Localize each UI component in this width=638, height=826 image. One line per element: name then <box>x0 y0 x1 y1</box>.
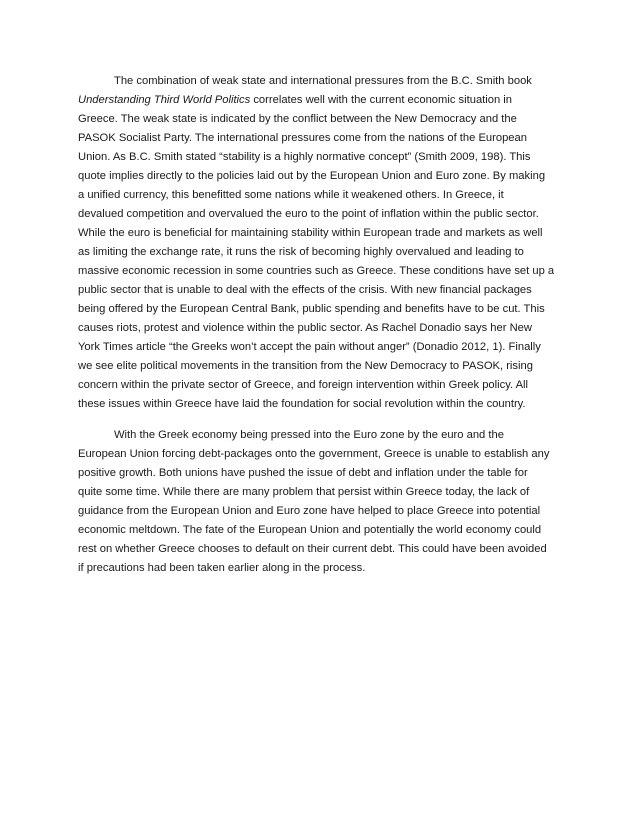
paragraph-line: quote implies directly to the policies laid out by the European Union and Euro zone. By making <box>78 170 546 182</box>
paragraph-line <box>78 91 562 110</box>
paragraph-2 <box>78 426 562 578</box>
paragraph-line: these issues within Greece have laid the foundation for social revolution within the country. <box>78 398 526 410</box>
paragraph-line: a unified currency, this benefitted some nations while it weakened others. In Greece, it <box>78 189 504 201</box>
document-body <box>78 72 562 578</box>
paragraph-line: public sector that is unable to deal with the effects of the crisis. With new financial packages <box>78 284 532 296</box>
paragraph-line: positive growth. Both unions have pushed the issue of debt and inflation under the table for <box>78 467 528 479</box>
paragraph-spacer <box>78 414 562 426</box>
paragraph-line: The combination of weak state and international pressures from the B.C. Smith book <box>114 75 532 87</box>
paragraph-line: Greece. The weak state is indicated by the conflict between the New Democracy and the <box>78 113 517 125</box>
paragraph-line: concern within the private sector of Greece, and foreign intervention within Greek policy. All <box>78 379 529 391</box>
paragraph-line: economic meltdown. The fate of the European Union and potentially the world economy could <box>78 524 542 536</box>
paragraph-line: guidance from the European Union and Euro zone have helped to place Greece into potential <box>78 505 541 517</box>
paragraph-line: being offered by the European Central Bank, public spending and benefits have to be cut. This <box>78 303 545 315</box>
paragraph-line: PASOK Socialist Party. The international pressures come from the nations of the European <box>78 132 527 144</box>
paragraph-line: With the Greek economy being pressed into the Euro zone by the euro and the <box>114 429 504 441</box>
paragraph-line: Union. As B.C. Smith stated “stability is a highly normative concept” (Smith 2009, 198). This <box>78 151 531 163</box>
line-text: correlates well with the current economic situation in <box>250 94 513 106</box>
paragraph-1 <box>78 72 562 414</box>
paragraph-line: causes riots, protest and violence within the public sector. As Rachel Donadio says her New <box>78 322 532 334</box>
paragraph-line: York Times article “the Greeks won’t accept the pain without anger” (Donadio 2012, 1). Finally <box>78 341 541 353</box>
paragraph-line: While the euro is beneficial for maintaining stability within European trade and markets as well <box>78 227 543 239</box>
paragraph-line: as limiting the exchange rate, it runs the risk of becoming highly overvalued and leading to <box>78 246 524 258</box>
paragraph-line: quite some time. While there are many problem that persist within Greece today, the lack of <box>78 486 530 498</box>
paragraph-line: if precautions had been taken earlier along in the process. <box>78 562 366 574</box>
paragraph-line: we see elite political movements in the transition from the New Democracy to PASOK, rising <box>78 360 533 372</box>
paragraph-line: massive economic recession in some countries such as Greece. These conditions have set up a <box>78 265 555 277</box>
paragraph-line: rest on whether Greece chooses to default on their current debt. This could have been avoided <box>78 543 547 555</box>
paragraph-line: European Union forcing debt-packages onto the government, Greece is unable to establish any <box>78 448 550 460</box>
paragraph-line: devalued competition and overvalued the euro to the point of inflation within the public sector. <box>78 208 539 220</box>
book-title: Understanding Third World Politics <box>78 94 251 106</box>
